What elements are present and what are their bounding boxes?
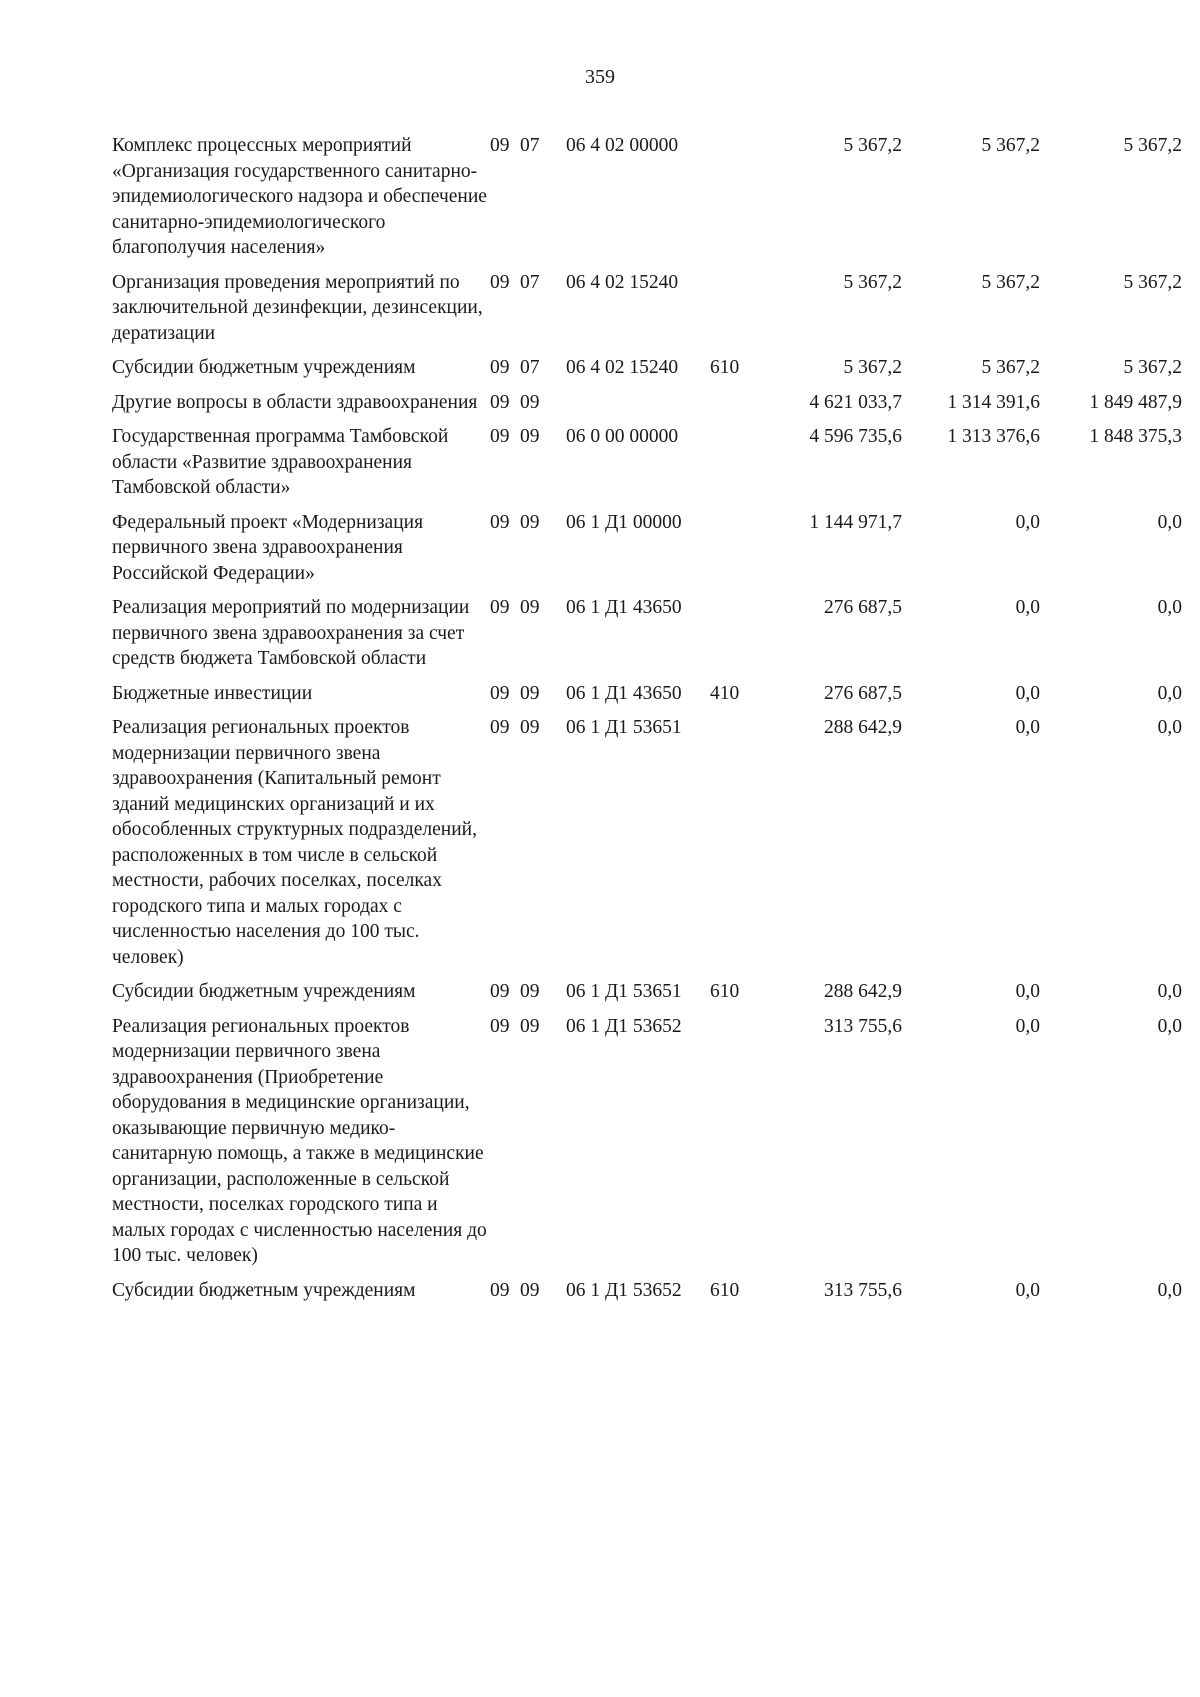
row-subsection: 09 xyxy=(520,981,540,1002)
row-section: 09 xyxy=(490,391,510,413)
row-amount-year1: 288 642,9 xyxy=(824,981,902,1002)
row-amount-year3: 5 367,2 xyxy=(1123,135,1182,156)
table-row xyxy=(112,133,1182,270)
table-row xyxy=(112,510,1182,596)
row-target-code: 06 1 Д1 53651 xyxy=(566,981,682,1002)
row-expense-type xyxy=(710,270,762,356)
row-target-code: 06 0 00 00000 xyxy=(566,426,679,447)
row-expense-type xyxy=(710,1014,762,1278)
row-subsection: 09 xyxy=(520,391,540,413)
row-section: 09 xyxy=(490,597,510,618)
row-amount-year2: 0,0 xyxy=(1015,1279,1040,1301)
row-name: Субсидии бюджетным учреждениям xyxy=(112,1279,416,1301)
row-name: Комплекс процессных мероприятий «Организация государственного санитарно-эпидемиологического надзора и обеспечение санитарно-эпидемиологического благополучия населения» xyxy=(112,135,487,258)
row-name: Субсидии бюджетным учреждениям xyxy=(112,357,416,378)
row-subsection: 07 xyxy=(520,271,540,293)
row-amount-year1: 4 596 735,6 xyxy=(809,426,902,447)
row-amount-year2: 1 313 376,6 xyxy=(947,426,1040,447)
row-amount-year2: 0,0 xyxy=(1015,597,1040,618)
row-amount-year3: 0,0 xyxy=(1157,1279,1182,1301)
row-target-code xyxy=(566,390,710,425)
row-amount-year3: 0,0 xyxy=(1157,981,1182,1002)
row-amount-year2: 0,0 xyxy=(1015,1015,1040,1037)
row-amount-year3: 0,0 xyxy=(1157,1015,1182,1037)
row-expense-type: 610 xyxy=(710,981,740,1002)
row-amount-year3: 0,0 xyxy=(1157,597,1182,618)
row-amount-year1: 313 755,6 xyxy=(824,1279,902,1301)
row-amount-year3: 0,0 xyxy=(1157,511,1182,533)
table-row xyxy=(112,681,1182,716)
row-target-code: 06 1 Д1 43650 xyxy=(566,682,682,704)
row-amount-year1: 288 642,9 xyxy=(824,717,902,738)
row-section: 09 xyxy=(490,981,510,1002)
row-section: 09 xyxy=(490,426,510,447)
row-expense-type xyxy=(710,133,762,270)
row-subsection: 07 xyxy=(520,135,540,156)
row-subsection: 09 xyxy=(520,682,540,704)
table-row xyxy=(112,1278,1182,1313)
table-row xyxy=(112,424,1182,510)
row-name: Субсидии бюджетным учреждениям xyxy=(112,981,416,1002)
row-target-code: 06 4 02 15240 xyxy=(566,357,679,378)
row-target-code: 06 4 02 15240 xyxy=(566,271,679,293)
row-name: Реализация региональных проектов модернизации первичного звена здравоохранения (Приобретение оборудования в медицинские организации, оказывающие первичную медико-санитарную помощь, а также в медицинские организации, расположенные в сельской местности, поселках городского типа и малых городах с численностью населения до 100 тыс. человек) xyxy=(112,1015,487,1266)
row-subsection: 09 xyxy=(520,717,540,738)
budget-table-body xyxy=(112,133,1182,1312)
row-expense-type xyxy=(710,715,762,979)
row-target-code: 06 1 Д1 00000 xyxy=(566,511,682,533)
row-amount-year2: 5 367,2 xyxy=(981,357,1040,378)
row-section: 09 xyxy=(490,717,510,738)
row-expense-type xyxy=(710,390,762,425)
row-subsection: 09 xyxy=(520,1015,540,1037)
row-name: Бюджетные инвестиции xyxy=(112,682,313,704)
row-amount-year3: 1 849 487,9 xyxy=(1089,391,1182,413)
row-expense-type: 610 xyxy=(710,357,740,378)
row-amount-year2: 0,0 xyxy=(1015,682,1040,704)
row-amount-year2: 5 367,2 xyxy=(981,271,1040,293)
row-amount-year3: 1 848 375,3 xyxy=(1089,426,1182,447)
budget-table xyxy=(112,133,1182,1312)
table-row xyxy=(112,355,1182,390)
row-subsection: 09 xyxy=(520,511,540,533)
row-name: Реализация мероприятий по модернизации первичного звена здравоохранения за счет средств бюджета Тамбовской области xyxy=(112,597,470,669)
row-name: Федеральный проект «Модернизация первичного звена здравоохранения Российской Федерации» xyxy=(112,511,424,584)
row-amount-year2: 0,0 xyxy=(1015,717,1040,738)
row-amount-year1: 276 687,5 xyxy=(824,682,902,704)
row-expense-type xyxy=(710,595,762,681)
page-number: 359 xyxy=(585,66,615,88)
row-amount-year2: 1 314 391,6 xyxy=(947,391,1040,413)
row-section: 09 xyxy=(490,1279,510,1301)
row-section: 09 xyxy=(490,271,510,293)
row-name: Реализация региональных проектов модернизации первичного звена здравоохранения (Капитальный ремонт зданий медицинских организаций и их обособленных структурных подразделений, расположенных в том числе в сельской местности, рабочих поселках, поселках городского типа и малых городах с численностью населения до 100 тыс. человек) xyxy=(112,717,477,968)
row-subsection: 09 xyxy=(520,597,540,618)
row-target-code: 06 1 Д1 53652 xyxy=(566,1015,682,1037)
table-row xyxy=(112,390,1182,425)
row-amount-year1: 4 621 033,7 xyxy=(809,391,902,413)
table-row xyxy=(112,270,1182,356)
row-section: 09 xyxy=(490,682,510,704)
row-name: Организация проведения мероприятий по заключительной дезинфекции, дезинсекции, дератизации xyxy=(112,271,483,344)
row-subsection: 09 xyxy=(520,426,540,447)
row-expense-type xyxy=(710,424,762,510)
table-row xyxy=(112,979,1182,1014)
row-amount-year1: 313 755,6 xyxy=(824,1015,902,1037)
row-amount-year1: 1 144 971,7 xyxy=(809,511,902,533)
row-amount-year3: 0,0 xyxy=(1157,717,1182,738)
row-expense-type: 610 xyxy=(710,1279,740,1301)
row-subsection: 09 xyxy=(520,1279,540,1301)
row-amount-year3: 5 367,2 xyxy=(1123,357,1182,378)
row-amount-year1: 276 687,5 xyxy=(824,597,902,618)
row-section: 09 xyxy=(490,1015,510,1037)
row-target-code: 06 1 Д1 53651 xyxy=(566,717,682,738)
row-target-code: 06 1 Д1 53652 xyxy=(566,1279,682,1301)
row-subsection: 07 xyxy=(520,357,540,378)
row-amount-year1: 5 367,2 xyxy=(843,135,902,156)
row-name: Другие вопросы в области здравоохранения xyxy=(112,391,478,413)
row-amount-year3: 0,0 xyxy=(1157,682,1182,704)
row-section: 09 xyxy=(490,511,510,533)
row-amount-year2: 0,0 xyxy=(1015,511,1040,533)
row-name: Государственная программа Тамбовской области «Развитие здравоохранения Тамбовской области» xyxy=(112,426,449,498)
row-section: 09 xyxy=(490,357,510,378)
row-amount-year1: 5 367,2 xyxy=(843,271,902,293)
row-target-code: 06 1 Д1 43650 xyxy=(566,597,682,618)
row-expense-type xyxy=(710,510,762,596)
row-amount-year2: 5 367,2 xyxy=(981,135,1040,156)
row-target-code: 06 4 02 00000 xyxy=(566,135,679,156)
row-amount-year2: 0,0 xyxy=(1015,981,1040,1002)
table-row xyxy=(112,1014,1182,1278)
row-expense-type: 410 xyxy=(710,682,740,704)
row-amount-year1: 5 367,2 xyxy=(843,357,902,378)
row-amount-year3: 5 367,2 xyxy=(1123,271,1182,293)
table-row xyxy=(112,595,1182,681)
row-section: 09 xyxy=(490,135,510,156)
table-row xyxy=(112,715,1182,979)
